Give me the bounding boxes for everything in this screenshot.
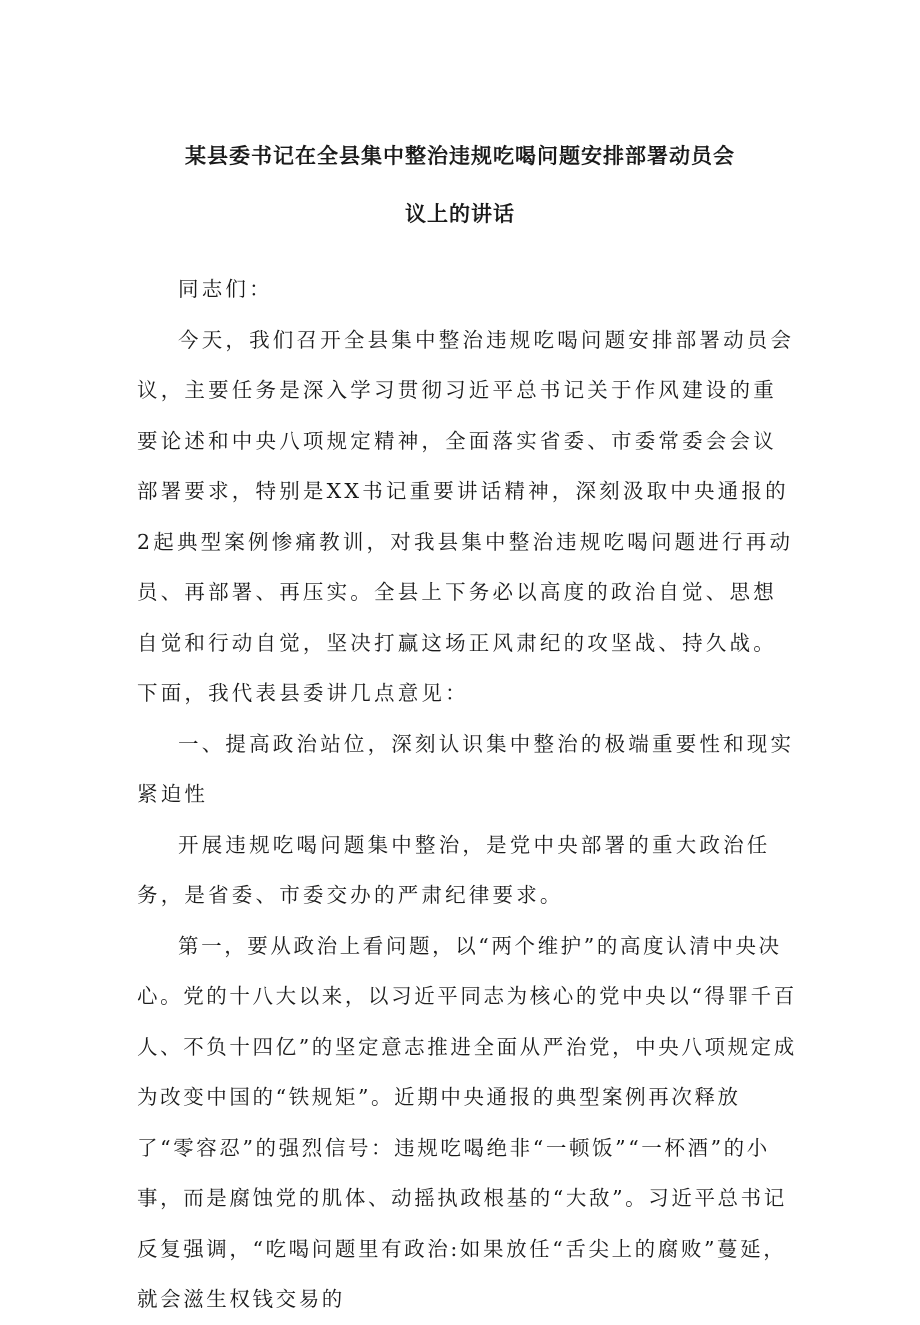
greeting: 同志们：	[178, 277, 273, 301]
paragraph-intro: 今天，我们召开全县集中整治违规吃喝问题安排部署动员会议，主要任务是深入学习贯彻习近平总书记关于作风建设的重要论述和中央八项规定精神，全面落实省委、市委常委会会议部署要求，特别是XX书记重要讲话精神，深刻汲取中央通报的2起典型案例惨痛教训，对我县集中整治违规吃喝问题进行再动员、再部署、再压实。全县上下务必以高度的政治自觉、思想自觉和行动自觉，坚决打赢这场正风肃纪的攻坚战、持久战。下面，我代表县委讲几点意见：	[137, 327, 795, 705]
document-title-line-2: 议上的讲话	[405, 202, 515, 226]
document-body	[137, 264, 797, 1325]
section-heading-1: 一、提高政治站位，深刻认识集中整治的极端重要性和现实紧迫性	[137, 731, 795, 806]
document-title-line-1: 某县委书记在全县集中整治违规吃喝问题安排部署动员会	[185, 144, 735, 168]
paragraph-section-1: 开展违规吃喝问题集中整治，是党中央部署的重大政治任务，是省委、市委交办的严肃纪律要求。	[137, 832, 771, 907]
paragraph-point-1: 第一，要从政治上看问题，以“两个维护”的高度认清中央决心。党的十八大以来，以习近平同志为核心的党中央以“得罪千百人、不负十四亿”的坚定意志推进全面从严治党，中央八项规定成为改变中国的“铁规矩”。近期中央通报的典型案例再次释放了“零容忍”的强烈信号：违规吃喝绝非“一顿饭”“一杯酒”的小事，而是腐蚀党的肌体、动摇执政根基的“大敌”。习近平总书记反复强调，“吃喝问题里有政治:如果放任“舌尖上的腐败”蔓延，就会滋生权钱交易的	[137, 933, 797, 1311]
